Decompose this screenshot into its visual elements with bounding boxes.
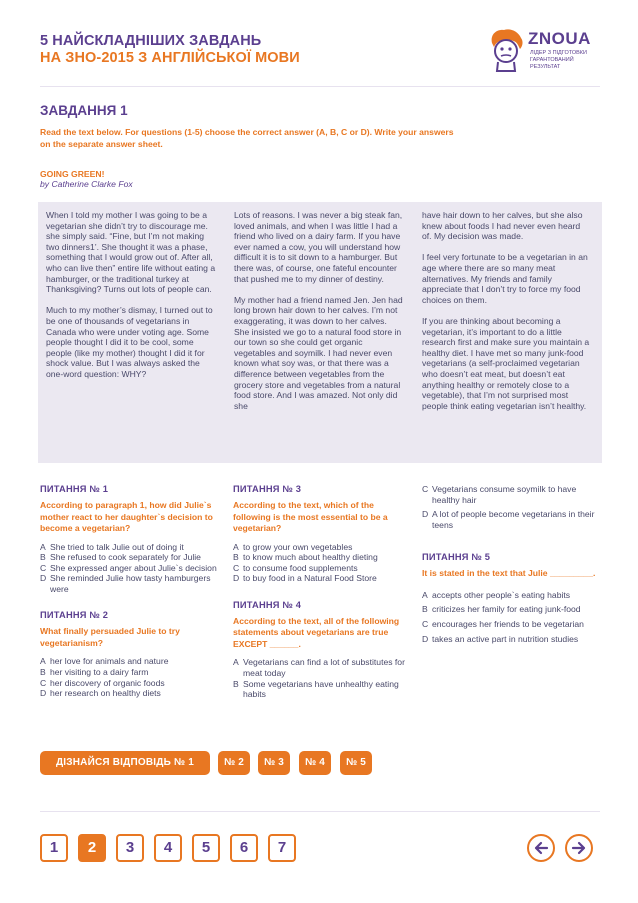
reading-column-3 bbox=[422, 210, 592, 411]
option-text: She reminded Julie how tasty hamburgers were bbox=[50, 573, 211, 594]
page-header bbox=[40, 29, 600, 73]
einstein-face-icon bbox=[488, 27, 524, 73]
answer-3-button[interactable]: № 3 bbox=[258, 751, 290, 775]
option-text: Vegetarians consume soymilk to have healthy hair bbox=[432, 484, 577, 505]
page-1-button[interactable]: 1 bbox=[40, 834, 68, 862]
option-letter: D bbox=[40, 573, 47, 584]
option-letter: C bbox=[422, 619, 429, 630]
next-page-button[interactable] bbox=[565, 834, 593, 862]
option-letter: B bbox=[233, 678, 239, 689]
question-text: According to the text, which of the following is the most essential to be a vegetarian? bbox=[233, 500, 388, 533]
option-letter: D bbox=[422, 509, 429, 520]
questions-column-3 bbox=[422, 484, 602, 660]
question-text: What finally persuaded Julie to try vegetarianism? bbox=[40, 626, 180, 648]
question-text: It is stated in the text that Julie _________. bbox=[422, 568, 596, 579]
answer-option bbox=[422, 634, 602, 645]
option-letter: D bbox=[40, 688, 47, 699]
text-title: GOING GREEN! bbox=[40, 169, 105, 179]
answer-option bbox=[233, 679, 411, 700]
reading-column-2 bbox=[234, 210, 404, 411]
page-6-button[interactable]: 6 bbox=[230, 834, 258, 862]
answer-2-button[interactable]: № 2 bbox=[218, 751, 250, 775]
option-letter: B bbox=[40, 667, 46, 678]
answer-option bbox=[233, 552, 411, 563]
option-text: to grow your own vegetables bbox=[243, 541, 353, 552]
question-4 bbox=[233, 600, 411, 700]
answer-option bbox=[40, 667, 218, 678]
question-5 bbox=[422, 552, 602, 644]
answer-option bbox=[40, 552, 218, 563]
option-text: A lot of people become vegetarians in their teens bbox=[432, 509, 595, 530]
option-text: her research on healthy diets bbox=[50, 688, 161, 699]
logo-name: ZNOUA bbox=[528, 29, 591, 48]
answer-1-button[interactable]: ДІЗНАЙСЯ ВІДПОВІДЬ № 1 bbox=[40, 751, 210, 775]
option-text: her love for animals and nature bbox=[50, 656, 169, 667]
option-letter: D bbox=[233, 573, 240, 584]
logo-subtitle-line1: ЛІДЕР З ПІДГОТОВКИ bbox=[530, 50, 587, 56]
option-text: her visiting to a dairy farm bbox=[50, 667, 149, 678]
footer-divider bbox=[40, 811, 600, 812]
option-text: She refused to cook separately for Julie bbox=[50, 552, 201, 563]
answer-option bbox=[422, 509, 602, 530]
answer-option bbox=[40, 563, 218, 574]
answer-option bbox=[40, 573, 218, 594]
option-text: Some vegetarians have unhealthy eating habits bbox=[243, 678, 399, 700]
answer-option bbox=[233, 657, 411, 678]
logo-subtitle bbox=[530, 50, 600, 71]
znoua-logo[interactable] bbox=[488, 27, 600, 75]
question-text: According to the text, all of the following statements about vegetarians are true EXCEPT ______. bbox=[233, 615, 400, 649]
answer-option bbox=[40, 542, 218, 553]
option-text: She expressed anger about Julie`s decision bbox=[50, 562, 217, 573]
questions-column-2 bbox=[233, 484, 411, 716]
answer-option bbox=[40, 678, 218, 689]
option-letter: A bbox=[40, 541, 46, 552]
answer-option bbox=[233, 563, 411, 574]
reading-paragraph: I feel very fortunate to be a vegetarian in an age where there are so many meat alternatives. My friends and family appreciate that I don’t try to force my food choices on them. bbox=[422, 252, 588, 305]
option-text: her discovery of organic foods bbox=[50, 677, 165, 688]
answer-option bbox=[233, 542, 411, 553]
page-7-button[interactable]: 7 bbox=[268, 834, 296, 862]
option-letter: C bbox=[233, 562, 240, 573]
option-text: to buy food in a Natural Food Store bbox=[243, 573, 377, 584]
reading-paragraph: If you are thinking about becoming a vegetarian, it’s important to do a little research first and make sure you maintain a healthy diet. I have met so many junk-food vegetarians (a self-proclaimed vegetarian who doesn’t eat meat, but doesn’t eat anything healthy or remotely close to a vegetable), that I’m not surprised most people think eating vegetarian isn’t healthy. bbox=[422, 315, 590, 411]
header-divider bbox=[40, 86, 600, 87]
option-letter: B bbox=[422, 604, 428, 615]
questions-column-1 bbox=[40, 484, 218, 715]
option-letter: C bbox=[40, 562, 47, 573]
question-2 bbox=[40, 610, 218, 698]
reading-paragraph: Much to my mother’s dismay, I turned out to be one of thousands of vegetarians in Canada who were under voting age. Some people thought I did it to be cool, some people (like my mother) thought I did it for shock value. But I was always asked the one-word question: WHY? bbox=[46, 305, 213, 379]
option-text: to know much about healthy dieting bbox=[243, 552, 378, 563]
option-letter: B bbox=[40, 552, 46, 563]
arrow-left-icon bbox=[533, 840, 549, 856]
page-3-button[interactable]: 3 bbox=[116, 834, 144, 862]
option-text: She tried to talk Julie out of doing it bbox=[50, 541, 184, 552]
option-text: to consume food supplements bbox=[243, 562, 358, 573]
option-text: criticizes her family for eating junk-food bbox=[432, 604, 581, 615]
option-letter: A bbox=[233, 657, 239, 668]
page-4-button[interactable]: 4 bbox=[154, 834, 182, 862]
reading-paragraph: When I told my mother I was going to be a vegetarian she didn’t try to discourage me. she simply said. “Fine, but I’m not making two dinners1’. She thought it was a phase, something that I would grow out of. After all, who can live then” entire life without eating a hamburger, or the traditional turkey at Thanksgiving? Turns out lots of people can. bbox=[46, 210, 216, 295]
question-heading: ПИТАННЯ № 3 bbox=[233, 484, 302, 494]
answer-option bbox=[422, 590, 602, 601]
task-title: ЗАВДАННЯ 1 bbox=[40, 103, 128, 118]
question-1 bbox=[40, 484, 218, 594]
prev-page-button[interactable] bbox=[527, 834, 555, 862]
answer-option bbox=[422, 619, 602, 630]
reading-paragraph: My mother had a friend named Jen. Jen had long brown hair down to her calves. I’m not exaggerating, it was down to her calves. She insisted we go to a natural food store in our town so she could get organic vegetables and soymilk. I had never even known what soy was, or that there was a difference between vegetables from the grocery store and vegetables from a natural food store. And I was amazed. Not only did she bbox=[234, 294, 403, 411]
header-title-line2: НА ЗНО-2015 З АНГЛІЙСЬКОЇ МОВИ bbox=[40, 50, 300, 66]
option-letter: D bbox=[422, 633, 429, 644]
text-author: by Catherine Clarke Fox bbox=[40, 179, 133, 189]
option-letter: A bbox=[40, 656, 46, 667]
option-letter: B bbox=[233, 552, 239, 563]
answer-option bbox=[40, 688, 218, 699]
arrow-right-icon bbox=[571, 840, 587, 856]
option-letter: A bbox=[233, 541, 239, 552]
question-text: According to paragraph 1, how did Julie`s mother react to her daughter`s decision to become a vegetarian? bbox=[40, 500, 213, 533]
reading-column-1 bbox=[46, 210, 216, 380]
question-heading: ПИТАННЯ № 5 bbox=[422, 552, 491, 563]
option-text: Vegetarians can find a lot of substitutes for meat today bbox=[243, 657, 405, 678]
task-instruction: Read the text below. For questions (1-5) choose the correct answer (A, B, C or D). Write your answers on the separate answer sheet. bbox=[40, 127, 454, 149]
answer-4-button[interactable]: № 4 bbox=[299, 751, 331, 775]
answer-option bbox=[422, 484, 602, 505]
option-letter: A bbox=[422, 589, 428, 600]
option-letter: C bbox=[422, 484, 429, 494]
page-2-button[interactable]: 2 bbox=[78, 834, 106, 862]
question-heading: ПИТАННЯ № 4 bbox=[233, 599, 302, 610]
question-4-continued bbox=[422, 484, 602, 530]
answer-option bbox=[422, 604, 602, 615]
answer-option bbox=[40, 656, 218, 667]
logo-subtitle-line2: ГАРАНТОВАНИЙ РЕЗУЛЬТАТ bbox=[530, 57, 574, 70]
answer-5-button[interactable]: № 5 bbox=[340, 751, 372, 775]
header-title-line1: 5 НАЙСКЛАДНІШИХ ЗАВДАНЬ bbox=[40, 33, 262, 49]
option-text: accepts other people`s eating habits bbox=[432, 589, 571, 600]
reading-text-panel bbox=[38, 202, 602, 463]
option-letter: C bbox=[40, 677, 47, 688]
question-heading: ПИТАННЯ № 2 bbox=[40, 610, 109, 621]
option-text: takes an active part in nutrition studies bbox=[432, 633, 579, 644]
question-3 bbox=[233, 484, 411, 584]
answer-option bbox=[233, 573, 411, 584]
option-text: encourages her friends to be vegetarian bbox=[432, 619, 584, 630]
question-heading: ПИТАННЯ № 1 bbox=[40, 484, 109, 494]
reading-paragraph: have hair down to her calves, but she also knew about foods I had never even heard of. My decision was made. bbox=[422, 210, 583, 242]
reading-paragraph: Lots of reasons. I was never a big steak fan, loved animals, and when I was little I had a friend who lived on a dairy farm. If you have ever named a cow, you will understand how difficult it is to sit down to a hamburger. But there was, of course, one fateful encounter that pushed me to my dinner of destiny. bbox=[234, 210, 403, 284]
page-5-button[interactable]: 5 bbox=[192, 834, 220, 862]
